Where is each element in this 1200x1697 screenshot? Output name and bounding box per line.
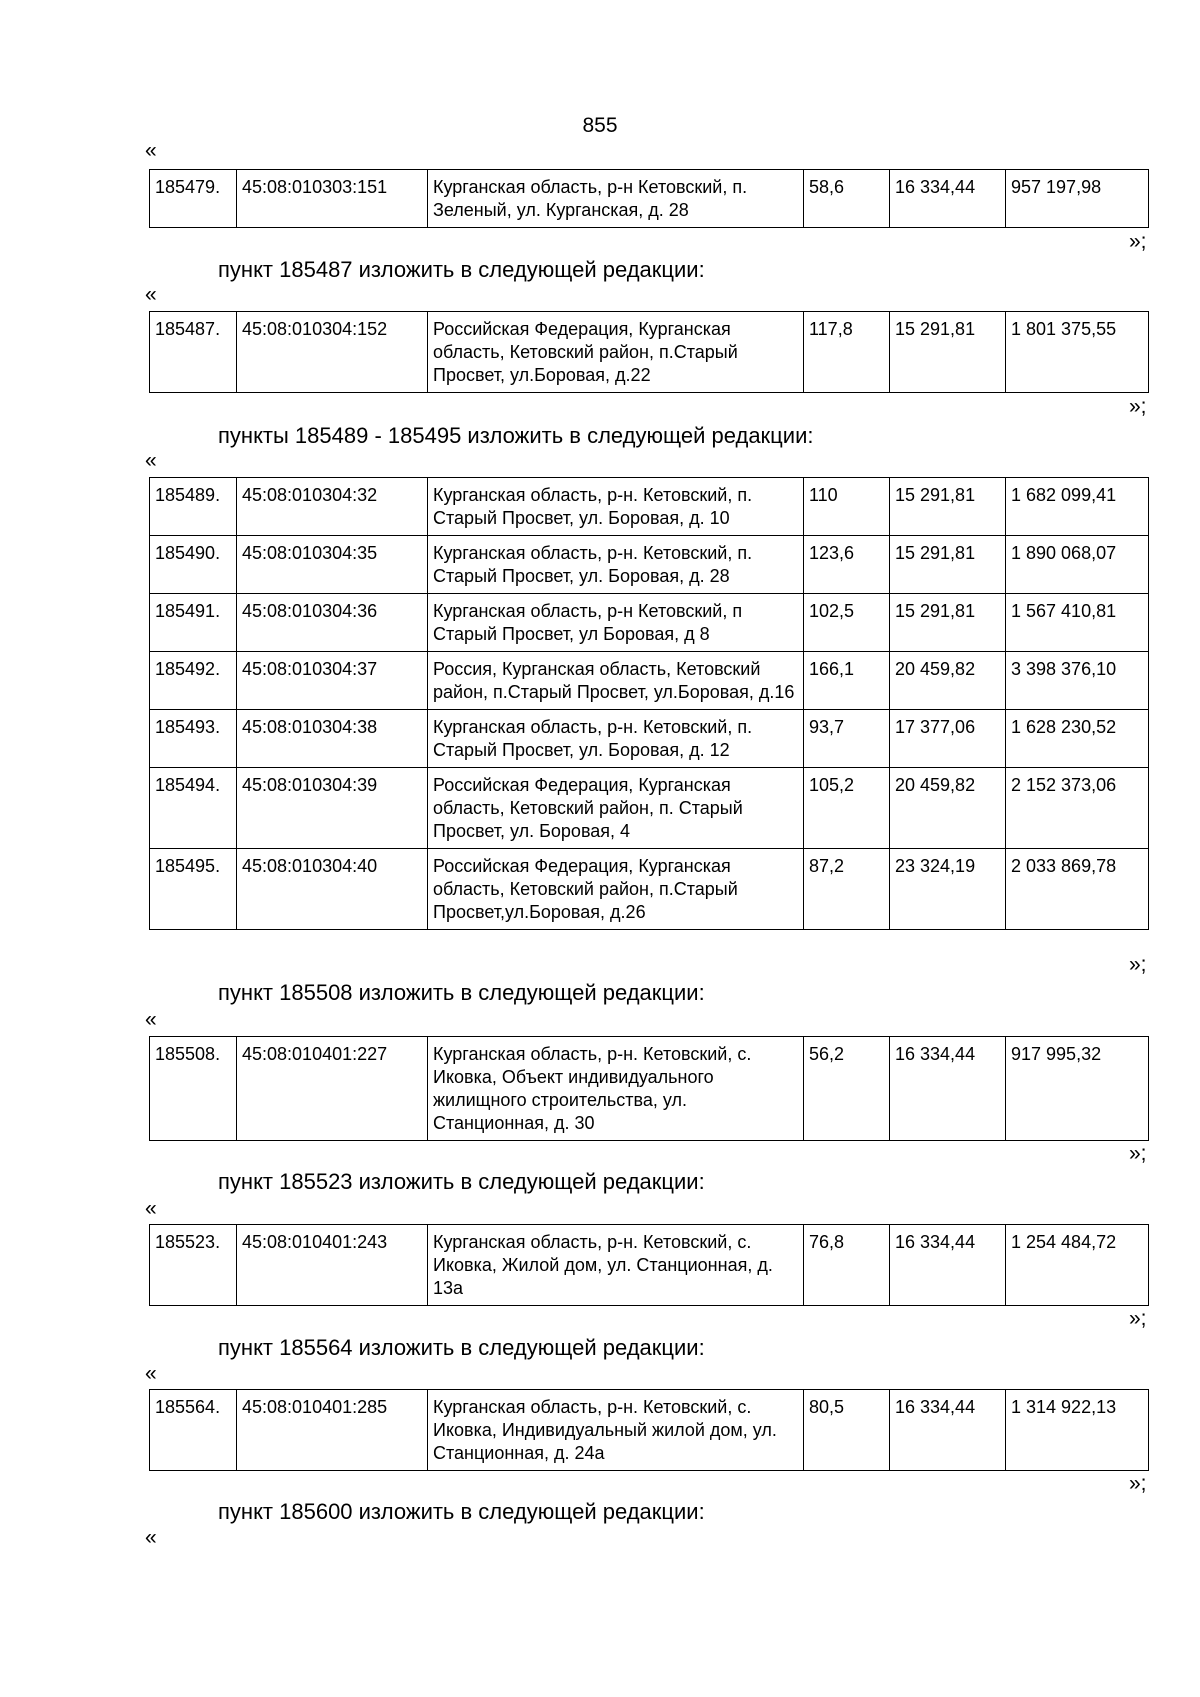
- cadastral-number-cell: 45:08:010401:227: [237, 1037, 428, 1141]
- table-row: [150, 1037, 1149, 1141]
- cadastral-value-cell: 957 197,98: [1006, 170, 1149, 228]
- row-number-cell: 185564.: [150, 1390, 237, 1471]
- close-quote: »;: [1129, 1307, 1147, 1330]
- cadastral-number-cell: 45:08:010304:35: [237, 536, 428, 594]
- cadastral-number-cell: 45:08:010304:37: [237, 652, 428, 710]
- area-cell: 76,8: [804, 1225, 890, 1306]
- property-table: [149, 1224, 1149, 1306]
- cadastral-price-cell: 15 291,81: [890, 536, 1006, 594]
- cadastral-value-cell: 2 033 869,78: [1006, 849, 1149, 930]
- open-quote: «: [145, 139, 157, 162]
- address-cell: Российская Федерация, Курганская область, Кетовский район, п. Старый Просвет, ул. Боровая, 4: [428, 768, 804, 849]
- table-row: [150, 1390, 1149, 1471]
- cadastral-price-cell: 17 377,06: [890, 710, 1006, 768]
- address-cell: Курганская область, р-н. Кетовский, с. Иковка, Объект индивидуального жилищного строительства, ул. Станционная, д. 30: [428, 1037, 804, 1141]
- area-cell: 56,2: [804, 1037, 890, 1141]
- property-table: [149, 1389, 1149, 1471]
- address-cell: Российская Федерация, Курганская область, Кетовский район, п.Старый Просвет, ул.Боровая, д.22: [428, 312, 804, 393]
- property-table: [149, 311, 1149, 393]
- open-quote: «: [145, 1362, 157, 1385]
- area-cell: 93,7: [804, 710, 890, 768]
- table-body: [150, 1225, 1149, 1306]
- cadastral-value-cell: 1 801 375,55: [1006, 312, 1149, 393]
- close-quote: »;: [1129, 953, 1147, 976]
- address-cell: Курганская область, р-н. Кетовский, п. Старый Просвет, ул. Боровая, д. 12: [428, 710, 804, 768]
- cadastral-value-cell: 1 628 230,52: [1006, 710, 1149, 768]
- table-row: [150, 594, 1149, 652]
- table-row: [150, 478, 1149, 536]
- cadastral-value-cell: 3 398 376,10: [1006, 652, 1149, 710]
- row-number-cell: 185493.: [150, 710, 237, 768]
- close-quote: »;: [1129, 1142, 1147, 1165]
- address-cell: Курганская область, р-н Кетовский, п. Зеленый, ул. Курганская, д. 28: [428, 170, 804, 228]
- cadastral-number-cell: 45:08:010303:151: [237, 170, 428, 228]
- instruction-text: пункт 185523 изложить в следующей редакции:: [218, 1169, 705, 1194]
- cadastral-price-cell: 15 291,81: [890, 478, 1006, 536]
- cadastral-price-cell: 20 459,82: [890, 652, 1006, 710]
- cadastral-price-cell: 23 324,19: [890, 849, 1006, 930]
- cadastral-number-cell: 45:08:010304:38: [237, 710, 428, 768]
- cadastral-value-cell: 917 995,32: [1006, 1037, 1149, 1141]
- cadastral-number-cell: 45:08:010401:285: [237, 1390, 428, 1471]
- row-number-cell: 185523.: [150, 1225, 237, 1306]
- area-cell: 87,2: [804, 849, 890, 930]
- close-quote: »;: [1129, 1472, 1147, 1495]
- cadastral-value-cell: 1 314 922,13: [1006, 1390, 1149, 1471]
- page-number: 855: [582, 114, 618, 137]
- row-number-cell: 185490.: [150, 536, 237, 594]
- instruction-text: пункт 185600 изложить в следующей редакции:: [218, 1499, 705, 1524]
- row-number-cell: 185489.: [150, 478, 237, 536]
- row-number-cell: 185495.: [150, 849, 237, 930]
- cadastral-value-cell: 2 152 373,06: [1006, 768, 1149, 849]
- address-cell: Курганская область, р-н. Кетовский, с. Иковка, Индивидуальный жилой дом, ул. Станционная, д. 24а: [428, 1390, 804, 1471]
- cadastral-price-cell: 16 334,44: [890, 1225, 1006, 1306]
- row-number-cell: 185492.: [150, 652, 237, 710]
- table-body: [150, 478, 1149, 930]
- cadastral-number-cell: 45:08:010304:39: [237, 768, 428, 849]
- cadastral-price-cell: 15 291,81: [890, 594, 1006, 652]
- instruction-text: пункт 185508 изложить в следующей редакции:: [218, 980, 705, 1005]
- area-cell: 123,6: [804, 536, 890, 594]
- area-cell: 110: [804, 478, 890, 536]
- cadastral-price-cell: 15 291,81: [890, 312, 1006, 393]
- cadastral-price-cell: 20 459,82: [890, 768, 1006, 849]
- area-cell: 102,5: [804, 594, 890, 652]
- cadastral-price-cell: 16 334,44: [890, 170, 1006, 228]
- property-table: [149, 477, 1149, 930]
- cadastral-number-cell: 45:08:010304:152: [237, 312, 428, 393]
- row-number-cell: 185487.: [150, 312, 237, 393]
- open-quote: «: [145, 283, 157, 306]
- address-cell: Курганская область, р-н. Кетовский, п. Старый Просвет, ул. Боровая, д. 10: [428, 478, 804, 536]
- open-quote: «: [145, 1526, 157, 1549]
- cadastral-price-cell: 16 334,44: [890, 1037, 1006, 1141]
- table-row: [150, 170, 1149, 228]
- table-row: [150, 652, 1149, 710]
- property-table: [149, 1036, 1149, 1141]
- table-body: [150, 312, 1149, 393]
- table-row: [150, 536, 1149, 594]
- table-row: [150, 710, 1149, 768]
- open-quote: «: [145, 449, 157, 472]
- address-cell: Курганская область, р-н. Кетовский, с. Иковка, Жилой дом, ул. Станционная, д. 13а: [428, 1225, 804, 1306]
- row-number-cell: 185494.: [150, 768, 237, 849]
- area-cell: 166,1: [804, 652, 890, 710]
- table-row: [150, 312, 1149, 393]
- row-number-cell: 185479.: [150, 170, 237, 228]
- cadastral-price-cell: 16 334,44: [890, 1390, 1006, 1471]
- row-number-cell: 185491.: [150, 594, 237, 652]
- area-cell: 117,8: [804, 312, 890, 393]
- table-row: [150, 768, 1149, 849]
- table-body: [150, 1390, 1149, 1471]
- cadastral-value-cell: 1 254 484,72: [1006, 1225, 1149, 1306]
- table-body: [150, 170, 1149, 228]
- cadastral-number-cell: 45:08:010401:243: [237, 1225, 428, 1306]
- instruction-text: пункты 185489 - 185495 изложить в следующей редакции:: [218, 423, 814, 448]
- area-cell: 105,2: [804, 768, 890, 849]
- address-cell: Российская Федерация, Курганская область, Кетовский район, п.Старый Просвет,ул.Боровая, д.26: [428, 849, 804, 930]
- cadastral-value-cell: 1 567 410,81: [1006, 594, 1149, 652]
- open-quote: «: [145, 1197, 157, 1220]
- address-cell: Курганская область, р-н Кетовский, п Старый Просвет, ул Боровая, д 8: [428, 594, 804, 652]
- cadastral-number-cell: 45:08:010304:36: [237, 594, 428, 652]
- table-row: [150, 1225, 1149, 1306]
- area-cell: 58,6: [804, 170, 890, 228]
- table-row: [150, 849, 1149, 930]
- address-cell: Россия, Курганская область, Кетовский район, п.Старый Просвет, ул.Боровая, д.16: [428, 652, 804, 710]
- property-table: [149, 169, 1149, 228]
- cadastral-number-cell: 45:08:010304:32: [237, 478, 428, 536]
- address-cell: Курганская область, р-н. Кетовский, п. Старый Просвет, ул. Боровая, д. 28: [428, 536, 804, 594]
- cadastral-value-cell: 1 682 099,41: [1006, 478, 1149, 536]
- close-quote: »;: [1129, 395, 1147, 418]
- open-quote: «: [145, 1008, 157, 1031]
- instruction-text: пункт 185564 изложить в следующей редакции:: [218, 1335, 705, 1360]
- row-number-cell: 185508.: [150, 1037, 237, 1141]
- cadastral-number-cell: 45:08:010304:40: [237, 849, 428, 930]
- table-body: [150, 1037, 1149, 1141]
- cadastral-value-cell: 1 890 068,07: [1006, 536, 1149, 594]
- instruction-text: пункт 185487 изложить в следующей редакции:: [218, 257, 705, 282]
- close-quote: »;: [1129, 230, 1147, 253]
- area-cell: 80,5: [804, 1390, 890, 1471]
